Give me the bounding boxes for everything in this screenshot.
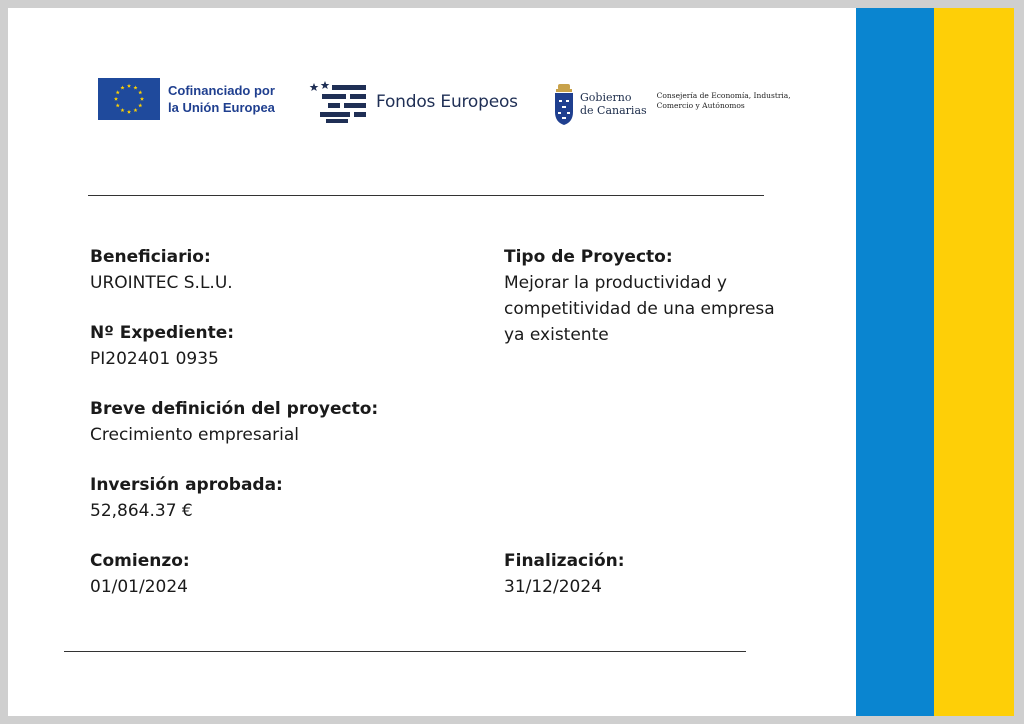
gobierno-canarias-text — [580, 91, 647, 117]
finalizacion-label: Finalización: — [504, 551, 625, 571]
tipo-proyecto-value: Mejorar la productividad y competitividad de una empresa ya existente — [504, 273, 775, 345]
gobierno-canarias-line2: de Canarias — [580, 104, 647, 117]
beneficiario-value: UROINTEC S.L.U. — [90, 273, 233, 293]
expediente-field — [90, 320, 234, 372]
yellow-stripe — [934, 8, 1014, 716]
finalizacion-field — [504, 548, 625, 600]
inversion-label: Inversión aprobada: — [90, 475, 283, 495]
consejeria-line1: Consejería de Economía, Industria, — [656, 91, 791, 100]
beneficiario-field — [90, 244, 233, 296]
breve-definicion-value: Crecimiento empresarial — [90, 425, 300, 445]
expediente-value: PI202401 0935 — [90, 349, 219, 369]
bottom-divider — [64, 651, 746, 652]
tipo-proyecto-label: Tipo de Proyecto: — [504, 247, 673, 267]
fondos-europeos-logo — [306, 80, 518, 124]
fondos-europeos-text: Fondos Europeos — [376, 92, 518, 112]
finalizacion-value: 31/12/2024 — [504, 577, 602, 597]
top-divider — [88, 195, 764, 196]
tipo-proyecto-field — [504, 244, 794, 348]
expediente-label: Nº Expediente: — [90, 323, 235, 343]
inversion-field — [90, 472, 283, 524]
comienzo-field — [90, 548, 190, 600]
consejeria-text — [657, 91, 791, 111]
canarias-coat-of-arms-icon — [552, 82, 576, 126]
fondos-europeos-mark-icon — [306, 80, 368, 124]
gobierno-canarias-line1: Gobierno — [580, 91, 632, 104]
eu-logo-line1: Cofinanciado por — [168, 83, 275, 98]
eu-logo — [98, 78, 275, 120]
breve-definicion-field — [90, 396, 378, 448]
poster-page — [8, 8, 1014, 716]
breve-definicion-label: Breve definición del proyecto: — [90, 399, 379, 419]
blue-stripe — [856, 8, 934, 716]
comienzo-label: Comienzo: — [90, 551, 190, 571]
gobierno-canarias-logo — [552, 82, 791, 126]
eu-logo-line2: la Unión Europea — [168, 100, 275, 115]
eu-logo-text — [168, 82, 275, 116]
beneficiario-label: Beneficiario: — [90, 247, 211, 267]
consejeria-line2: Comercio y Autónomos — [656, 101, 745, 110]
inversion-value: 52,864.37 € — [90, 501, 193, 521]
eu-flag-icon — [98, 78, 160, 120]
comienzo-value: 01/01/2024 — [90, 577, 188, 597]
